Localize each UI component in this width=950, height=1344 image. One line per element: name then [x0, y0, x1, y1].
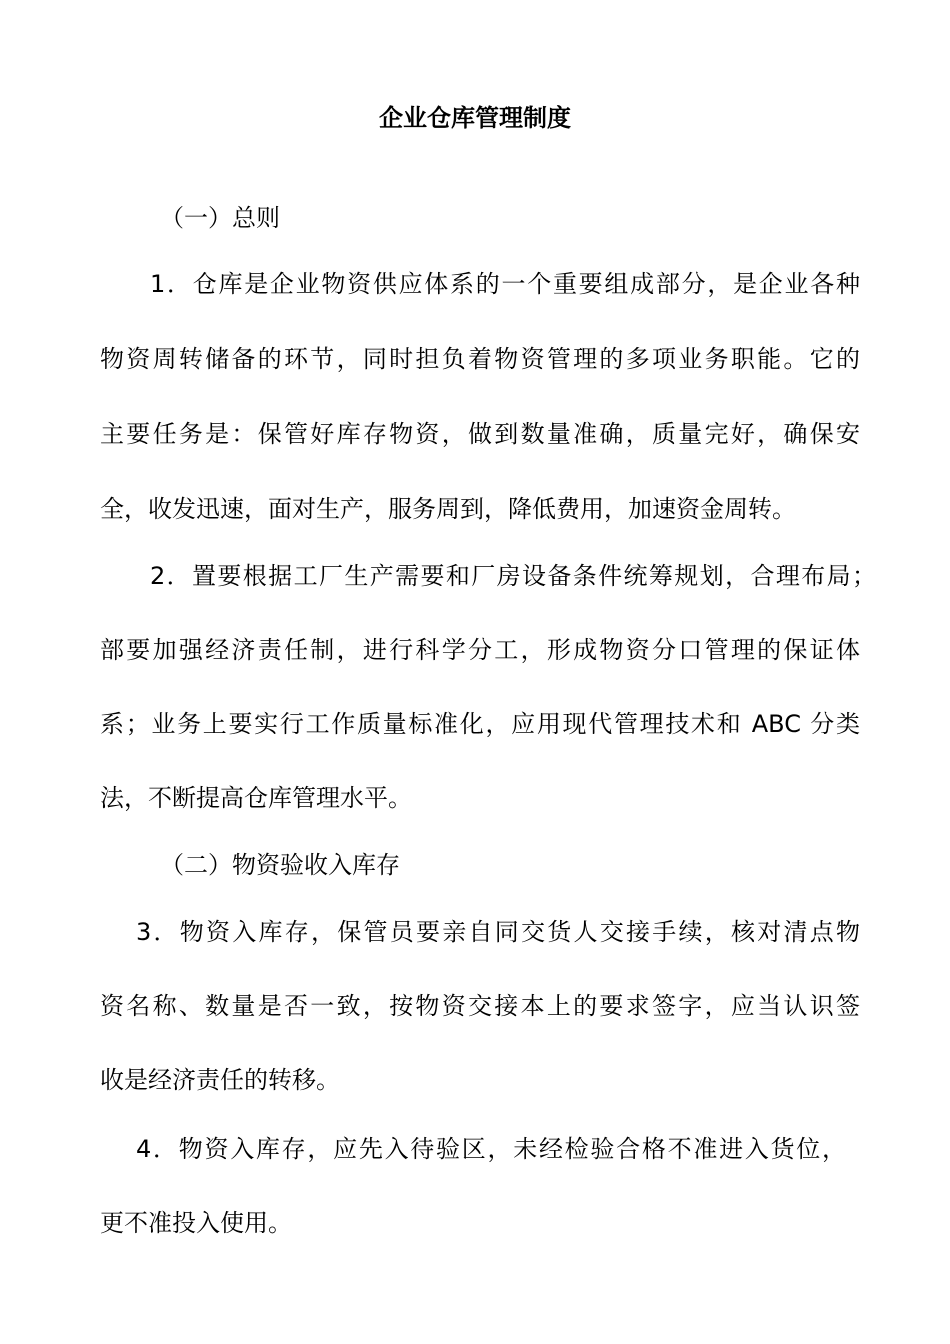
paragraph-3-line-1: 3．物资入库存，保管员要亲自同交货人交接手续，核对清点物 [136, 918, 860, 946]
paragraph-4-line-1: 4．物资入库存，应先入待验区，未经检验合格不准进入货位， [136, 1135, 846, 1163]
paragraph-2-line-2: 部要加强经济责任制，进行科学分工，形成物资分口管理的保证体 [100, 636, 860, 664]
paragraph-1-line-2: 物资周转储备的环节，同时担负着物资管理的多项业务职能。它的 [100, 345, 860, 373]
paragraph-3-line-2: 资名称、数量是否一致，按物资交接本上的要求签字，应当认识签 [100, 992, 860, 1020]
section-heading-receiving: （二）物资验收入库存 [160, 851, 400, 879]
paragraph-2-line-1: 2．置要根据工厂生产需要和厂房设备条件统筹规划，合理布局； [150, 562, 876, 590]
paragraph-2-line-3: 系；业务上要实行工作质量标准化，应用现代管理技术和 ABC 分类 [100, 710, 860, 738]
paragraph-2-line-4: 法，不断提高仓库管理水平。 [100, 784, 412, 812]
document-title: 企业仓库管理制度 [379, 104, 571, 132]
paragraph-1-line-4: 全，收发迅速，面对生产，服务周到，降低费用，加速资金周转。 [100, 495, 796, 523]
paragraph-1-line-1: 1．仓库是企业物资供应体系的一个重要组成部分，是企业各种 [150, 270, 860, 298]
section-heading-general: （一）总则 [160, 204, 280, 232]
paragraph-3-line-3: 收是经济责任的转移。 [100, 1066, 340, 1094]
paragraph-4-line-2: 更不准投入使用。 [100, 1209, 292, 1237]
paragraph-1-line-3: 主要任务是：保管好库存物资，做到数量准确，质量完好，确保安 [100, 420, 860, 448]
